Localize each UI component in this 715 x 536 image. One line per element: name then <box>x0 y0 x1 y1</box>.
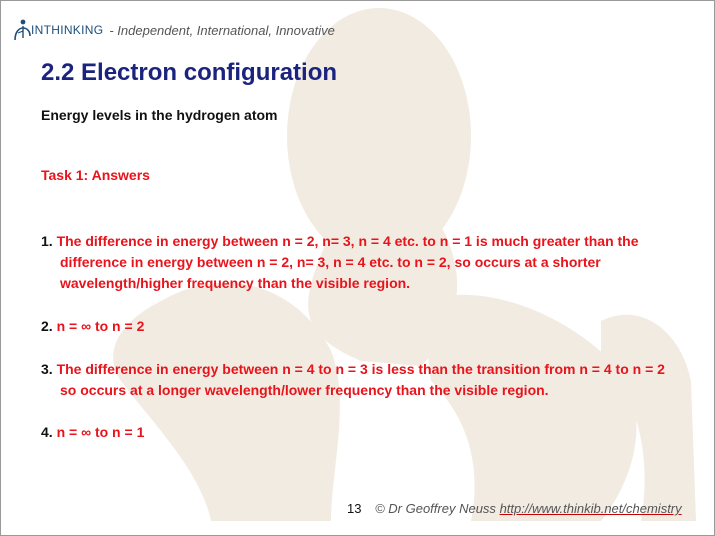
answer-text: The difference in energy between n = 4 to n = 3 is less than the transition from n = 4 to n = 2 so occurs at a longer wavelength/lower frequency than the visible region. <box>56 361 665 398</box>
answer-item <box>41 359 681 401</box>
page-number: 13 <box>347 501 362 516</box>
source-link[interactable]: http://www.thinkib.net/chemistry <box>499 501 682 516</box>
thinking-person-icon <box>11 18 33 42</box>
answer-list <box>41 231 681 443</box>
answer-text: The difference in energy between n = 2, n= 3, n = 4 etc. to n = 1 is much greater than the difference in energy between n = 2, n= 3, n = 4 etc. to n = 2, so occurs at a shorter wavelength/higher frequency than the visible region. <box>56 233 639 291</box>
author-credit: © Dr Geoffrey Neuss <box>375 501 496 516</box>
answer-number: 1. <box>41 233 53 249</box>
answer-item <box>41 316 681 337</box>
answer-text: n = ∞ to n = 1 <box>56 424 145 440</box>
answer-number: 4. <box>41 424 53 440</box>
inthinking-logo <box>11 18 103 42</box>
tagline: - Independent, International, Innovative <box>109 22 335 38</box>
subtitle: Energy levels in the hydrogen atom <box>41 107 278 123</box>
answer-text: n = ∞ to n = 2 <box>56 318 145 334</box>
answer-item <box>41 231 681 294</box>
logo-text: INTHINKING <box>31 23 104 37</box>
answer-number: 3. <box>41 361 53 377</box>
footer <box>347 501 682 516</box>
page-title: 2.2 Electron configuration <box>41 59 338 86</box>
answer-number: 2. <box>41 318 53 334</box>
task-heading: Task 1: Answers <box>41 167 150 183</box>
answer-item <box>41 422 681 443</box>
header <box>11 17 335 43</box>
